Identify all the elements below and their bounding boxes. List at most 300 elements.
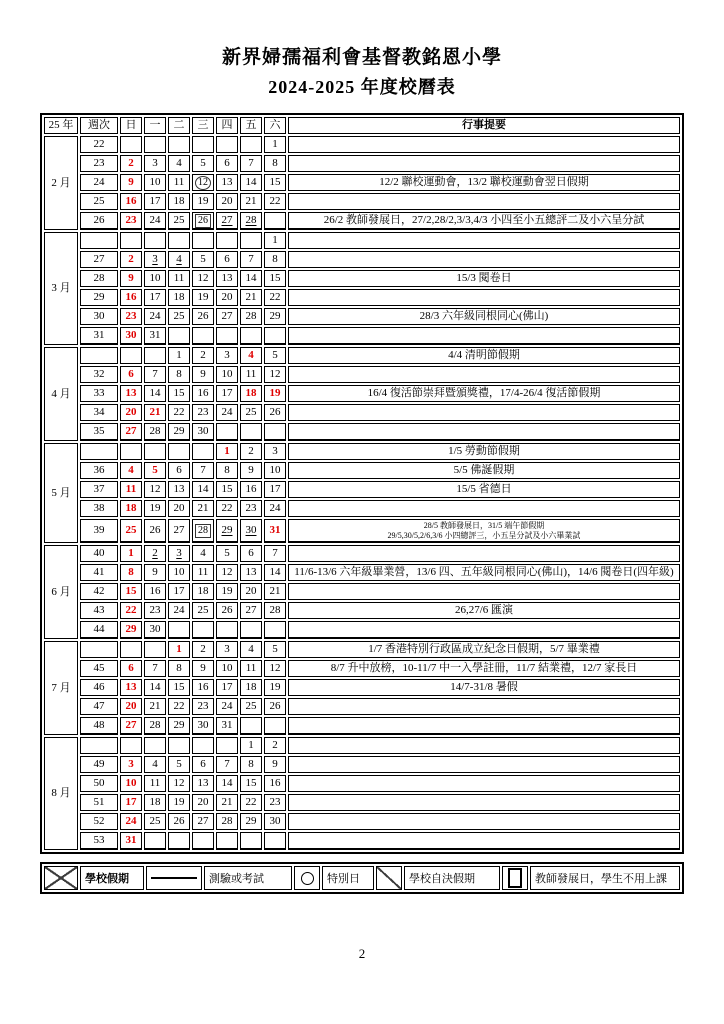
day-cell	[240, 193, 262, 210]
day-number: 9	[248, 464, 254, 476]
day-cell	[144, 174, 166, 191]
calendar-row	[44, 251, 680, 268]
day-number: 31	[149, 329, 161, 341]
day-cell	[240, 756, 262, 773]
day-cell	[192, 404, 214, 421]
day-cell	[120, 660, 142, 677]
day-number: 29	[173, 719, 185, 731]
day-cell	[192, 756, 214, 773]
remark-cell	[288, 832, 680, 850]
week-number-cell: 25	[80, 193, 118, 210]
day-number: 18	[245, 681, 257, 693]
day-number: 27	[197, 815, 209, 827]
day-cell	[168, 660, 190, 677]
day-number: 8	[272, 157, 278, 169]
day-number: 17	[125, 796, 137, 808]
day-number: 19	[269, 681, 281, 693]
day-cell	[144, 423, 166, 441]
day-number: 19	[197, 291, 209, 303]
day-cell	[120, 174, 142, 191]
day-cell	[168, 289, 190, 306]
day-cell	[264, 813, 286, 830]
day-cell	[240, 251, 262, 268]
day-number: 16	[125, 195, 137, 207]
day-cell	[144, 621, 166, 639]
day-cell	[216, 621, 238, 639]
calendar-row	[44, 775, 680, 792]
day-cell	[192, 136, 214, 153]
day-cell	[240, 641, 262, 658]
day-number: 10	[221, 662, 233, 674]
day-number: 6	[176, 464, 182, 476]
day-cell	[192, 621, 214, 639]
day-number: 10	[173, 566, 185, 578]
remark-cell: 26/2 教師發展日，27/2,28/2,3/3,4/3 小四至小五總評二及小六呈分試	[288, 212, 680, 230]
day-number: 15	[269, 176, 281, 188]
day-cell	[216, 404, 238, 421]
day-cell	[120, 500, 142, 517]
calendar-row	[44, 481, 680, 498]
week-number-cell: 44	[80, 621, 118, 639]
header-day-sun: 日	[120, 117, 142, 134]
day-number: 22	[269, 291, 281, 303]
day-cell	[240, 717, 262, 735]
day-cell	[192, 717, 214, 735]
day-cell	[216, 564, 238, 581]
day-cell	[264, 423, 286, 441]
day-cell	[120, 737, 142, 754]
self-determined-holiday-slash-icon	[376, 866, 402, 890]
test-exam-line-icon	[146, 866, 202, 890]
day-number: 15	[221, 483, 233, 495]
day-number: 27	[221, 310, 233, 322]
day-cell	[216, 679, 238, 696]
week-number-cell: 29	[80, 289, 118, 306]
day-cell	[240, 404, 262, 421]
day-cell	[120, 583, 142, 600]
day-cell	[168, 794, 190, 811]
remark-cell: 8/7 升中放榜，10-11/7 中一入學註冊，11/7 結業禮，12/7 家長日	[288, 660, 680, 677]
day-number: 3	[176, 547, 182, 559]
day-cell	[216, 232, 238, 249]
remark-cell: 11/6-13/6 六年級畢業營，13/6 四、五年級同根同心(佛山)，14/6 閱卷日(四年級)	[288, 564, 680, 581]
legend	[40, 862, 684, 894]
day-number: 29	[221, 524, 233, 536]
day-cell	[264, 251, 286, 268]
day-cell	[168, 698, 190, 715]
week-number-cell: 48	[80, 717, 118, 735]
day-cell	[144, 813, 166, 830]
day-cell	[192, 775, 214, 792]
day-number: 28	[245, 214, 257, 226]
day-cell	[216, 327, 238, 345]
day-number: 19	[197, 195, 209, 207]
remark-cell: 15/3 閱卷日	[288, 270, 680, 287]
calendar-row	[44, 136, 680, 153]
day-cell	[192, 212, 214, 230]
calendar-row	[44, 583, 680, 600]
day-cell	[264, 347, 286, 364]
day-number: 18	[173, 291, 185, 303]
day-cell	[144, 270, 166, 287]
week-number-cell: 39	[80, 519, 118, 543]
calendar-row	[44, 212, 680, 230]
day-cell	[144, 717, 166, 735]
day-number: 14	[149, 681, 161, 693]
day-cell	[216, 193, 238, 210]
week-number-cell: 40	[80, 545, 118, 562]
day-cell	[216, 443, 238, 460]
week-number-cell	[80, 737, 118, 754]
day-cell	[168, 232, 190, 249]
day-cell	[120, 481, 142, 498]
day-number: 27	[245, 604, 257, 616]
remark-cell	[288, 717, 680, 735]
calendar-row	[44, 423, 680, 441]
day-number: 26	[269, 700, 281, 712]
day-cell	[168, 155, 190, 172]
week-number-cell: 30	[80, 308, 118, 325]
day-cell	[216, 481, 238, 498]
remark-cell	[288, 327, 680, 345]
day-cell	[240, 832, 262, 850]
day-cell	[240, 737, 262, 754]
day-number: 13	[125, 681, 137, 693]
day-cell	[168, 174, 190, 191]
day-cell	[216, 347, 238, 364]
day-number: 6	[224, 253, 230, 265]
day-cell	[264, 481, 286, 498]
day-cell	[240, 232, 262, 249]
day-number: 19	[173, 796, 185, 808]
calendar-row	[44, 737, 680, 754]
day-number: 3	[224, 643, 230, 655]
day-cell	[168, 775, 190, 792]
day-cell	[144, 289, 166, 306]
day-number: 6	[248, 547, 254, 559]
day-cell	[216, 583, 238, 600]
header-day-tue: 二	[168, 117, 190, 134]
day-number: 23	[125, 214, 137, 226]
day-cell	[216, 545, 238, 562]
day-cell	[144, 545, 166, 562]
day-cell	[264, 404, 286, 421]
legend-label-teacher-development-day: 教師發展日，學生不用上課	[530, 866, 680, 890]
remark-cell	[288, 519, 680, 543]
calendar-row	[44, 174, 680, 191]
day-cell	[192, 193, 214, 210]
school-holiday-x-icon	[44, 866, 78, 890]
week-number-cell	[80, 443, 118, 460]
day-cell	[264, 679, 286, 696]
day-number: 4	[152, 758, 158, 770]
day-number: 27	[125, 425, 137, 437]
day-number: 17	[149, 291, 161, 303]
day-cell	[216, 660, 238, 677]
month-label: 4 月	[44, 347, 78, 441]
day-number: 3	[152, 157, 158, 169]
remark-cell	[288, 289, 680, 306]
day-cell	[120, 212, 142, 230]
remark-cell	[288, 404, 680, 421]
calendar-row	[44, 564, 680, 581]
remark-cell	[288, 698, 680, 715]
day-cell	[168, 679, 190, 696]
remark-cell	[288, 232, 680, 249]
day-number: 18	[197, 585, 209, 597]
day-number: 8	[176, 662, 182, 674]
day-number: 23	[197, 700, 209, 712]
day-cell	[240, 327, 262, 345]
week-number-cell	[80, 232, 118, 249]
day-number: 7	[200, 464, 206, 476]
day-cell	[144, 519, 166, 543]
day-number: 8	[248, 758, 254, 770]
day-number: 4	[128, 464, 134, 476]
week-number-cell: 52	[80, 813, 118, 830]
calendar-row	[44, 545, 680, 562]
legend-label-special-day: 特別日	[322, 866, 374, 890]
day-cell	[264, 583, 286, 600]
day-number: 30	[125, 329, 137, 341]
remark-cell: 28/3 六年級同根同心(佛山)	[288, 308, 680, 325]
day-cell	[216, 602, 238, 619]
day-cell	[216, 366, 238, 383]
day-cell	[240, 385, 262, 402]
day-cell	[192, 813, 214, 830]
day-number: 10	[221, 368, 233, 380]
day-number: 16	[197, 681, 209, 693]
day-number: 13	[245, 566, 257, 578]
day-number: 16	[245, 483, 257, 495]
day-number: 21	[245, 195, 257, 207]
day-cell	[216, 289, 238, 306]
day-number: 26	[269, 406, 281, 418]
day-number: 23	[149, 604, 161, 616]
day-number: 21	[221, 796, 233, 808]
header-day-thu: 四	[216, 117, 238, 134]
day-number: 11	[173, 176, 185, 188]
week-number-cell	[80, 641, 118, 658]
day-cell	[240, 155, 262, 172]
day-cell	[168, 481, 190, 498]
day-cell	[168, 813, 190, 830]
day-number: 16	[149, 585, 161, 597]
remark-cell: 4/4 清明節假期	[288, 347, 680, 364]
day-number: 12	[269, 368, 281, 380]
day-cell	[120, 679, 142, 696]
day-cell	[144, 660, 166, 677]
week-number-cell: 22	[80, 136, 118, 153]
day-cell	[264, 232, 286, 249]
day-number: 14	[245, 272, 257, 284]
day-number: 22	[173, 406, 185, 418]
day-number: 15	[125, 585, 137, 597]
day-number: 30	[245, 524, 257, 536]
day-cell	[216, 832, 238, 850]
day-cell	[192, 270, 214, 287]
calendar-row	[44, 462, 680, 479]
day-number: 18	[125, 502, 137, 514]
day-number: 22	[269, 195, 281, 207]
day-cell	[168, 583, 190, 600]
day-cell	[264, 136, 286, 153]
day-number: 3	[152, 253, 158, 265]
day-number: 4	[176, 157, 182, 169]
day-cell	[264, 500, 286, 517]
calendar-row	[44, 232, 680, 249]
day-cell	[192, 545, 214, 562]
month-label: 3 月	[44, 232, 78, 345]
day-cell	[192, 423, 214, 441]
calendar-row	[44, 443, 680, 460]
day-cell	[144, 308, 166, 325]
day-number: 19	[221, 585, 233, 597]
day-cell	[192, 737, 214, 754]
week-number-cell: 24	[80, 174, 118, 191]
calendar-row	[44, 270, 680, 287]
day-cell	[240, 602, 262, 619]
day-number: 31	[125, 834, 137, 846]
day-cell	[264, 212, 286, 230]
day-cell	[168, 717, 190, 735]
day-number: 18	[149, 796, 161, 808]
day-number: 26	[173, 815, 185, 827]
calendar-row	[44, 698, 680, 715]
day-cell	[216, 462, 238, 479]
remark-cell	[288, 155, 680, 172]
day-cell	[240, 679, 262, 696]
week-number-cell: 37	[80, 481, 118, 498]
remark-cell	[288, 500, 680, 517]
day-number: 30	[269, 815, 281, 827]
remark-cell: 1/5 勞動節假期	[288, 443, 680, 460]
day-number: 20	[125, 700, 137, 712]
day-cell	[144, 347, 166, 364]
week-number-cell: 36	[80, 462, 118, 479]
day-number: 1	[176, 349, 182, 361]
day-cell	[240, 270, 262, 287]
calendar-row	[44, 385, 680, 402]
day-cell	[192, 366, 214, 383]
day-cell	[216, 756, 238, 773]
day-number: 17	[221, 681, 233, 693]
day-number: 9	[128, 272, 134, 284]
week-number-cell: 31	[80, 327, 118, 345]
day-cell	[168, 251, 190, 268]
day-cell	[168, 136, 190, 153]
calendar-row	[44, 602, 680, 619]
week-number-cell: 27	[80, 251, 118, 268]
day-cell	[168, 366, 190, 383]
day-number: 29	[245, 815, 257, 827]
day-cell	[240, 500, 262, 517]
day-cell	[264, 443, 286, 460]
day-cell	[144, 212, 166, 230]
month-label: 6 月	[44, 545, 78, 639]
day-number: 17	[149, 195, 161, 207]
week-number-cell: 35	[80, 423, 118, 441]
day-cell	[120, 232, 142, 249]
day-number: 22	[245, 796, 257, 808]
day-number: 13	[221, 272, 233, 284]
day-cell	[120, 423, 142, 441]
day-number: 8	[128, 566, 134, 578]
week-number-cell: 34	[80, 404, 118, 421]
day-cell	[216, 385, 238, 402]
calendar-row	[44, 679, 680, 696]
day-number: 1	[128, 547, 134, 559]
day-number: 21	[245, 291, 257, 303]
day-number: 1	[272, 138, 278, 150]
day-number: 7	[272, 547, 278, 559]
day-cell	[120, 519, 142, 543]
day-cell	[240, 660, 262, 677]
day-number: 13	[221, 176, 233, 188]
day-cell	[144, 136, 166, 153]
day-cell	[216, 698, 238, 715]
day-number: 28	[269, 604, 281, 616]
day-number: 5	[200, 157, 206, 169]
day-number: 3	[224, 349, 230, 361]
day-number: 23	[197, 406, 209, 418]
day-number: 9	[152, 566, 158, 578]
day-number: 28	[149, 425, 161, 437]
day-cell	[192, 443, 214, 460]
day-cell	[264, 641, 286, 658]
day-cell	[216, 641, 238, 658]
day-cell	[240, 423, 262, 441]
day-cell	[240, 308, 262, 325]
day-cell	[168, 423, 190, 441]
remark-cell	[288, 251, 680, 268]
day-number: 1	[176, 643, 182, 655]
day-number: 29	[173, 425, 185, 437]
day-number: 7	[248, 253, 254, 265]
day-cell	[120, 155, 142, 172]
day-number: 31	[269, 524, 281, 536]
day-cell	[264, 519, 286, 543]
day-number: 23	[245, 502, 257, 514]
header-day-fri: 五	[240, 117, 262, 134]
day-cell	[264, 308, 286, 325]
week-number-cell: 46	[80, 679, 118, 696]
day-number: 16	[197, 387, 209, 399]
day-number: 11	[245, 368, 257, 380]
remark-cell	[288, 794, 680, 811]
day-number: 8	[176, 368, 182, 380]
day-number: 26	[149, 524, 161, 536]
day-number: 5	[224, 547, 230, 559]
day-cell	[144, 794, 166, 811]
day-number: 25	[197, 604, 209, 616]
calendar-row	[44, 621, 680, 639]
day-cell	[264, 366, 286, 383]
day-number: 20	[197, 796, 209, 808]
day-cell	[240, 813, 262, 830]
day-number: 22	[173, 700, 185, 712]
week-number-cell: 26	[80, 212, 118, 230]
remark-cell	[288, 545, 680, 562]
day-cell	[144, 583, 166, 600]
day-number: 4	[200, 547, 206, 559]
calendar-row	[44, 327, 680, 345]
remark-cell: 26,27/6 匯演	[288, 602, 680, 619]
header-day-wed: 三	[192, 117, 214, 134]
day-cell	[120, 462, 142, 479]
day-number: 7	[224, 758, 230, 770]
day-number: 7	[152, 368, 158, 380]
